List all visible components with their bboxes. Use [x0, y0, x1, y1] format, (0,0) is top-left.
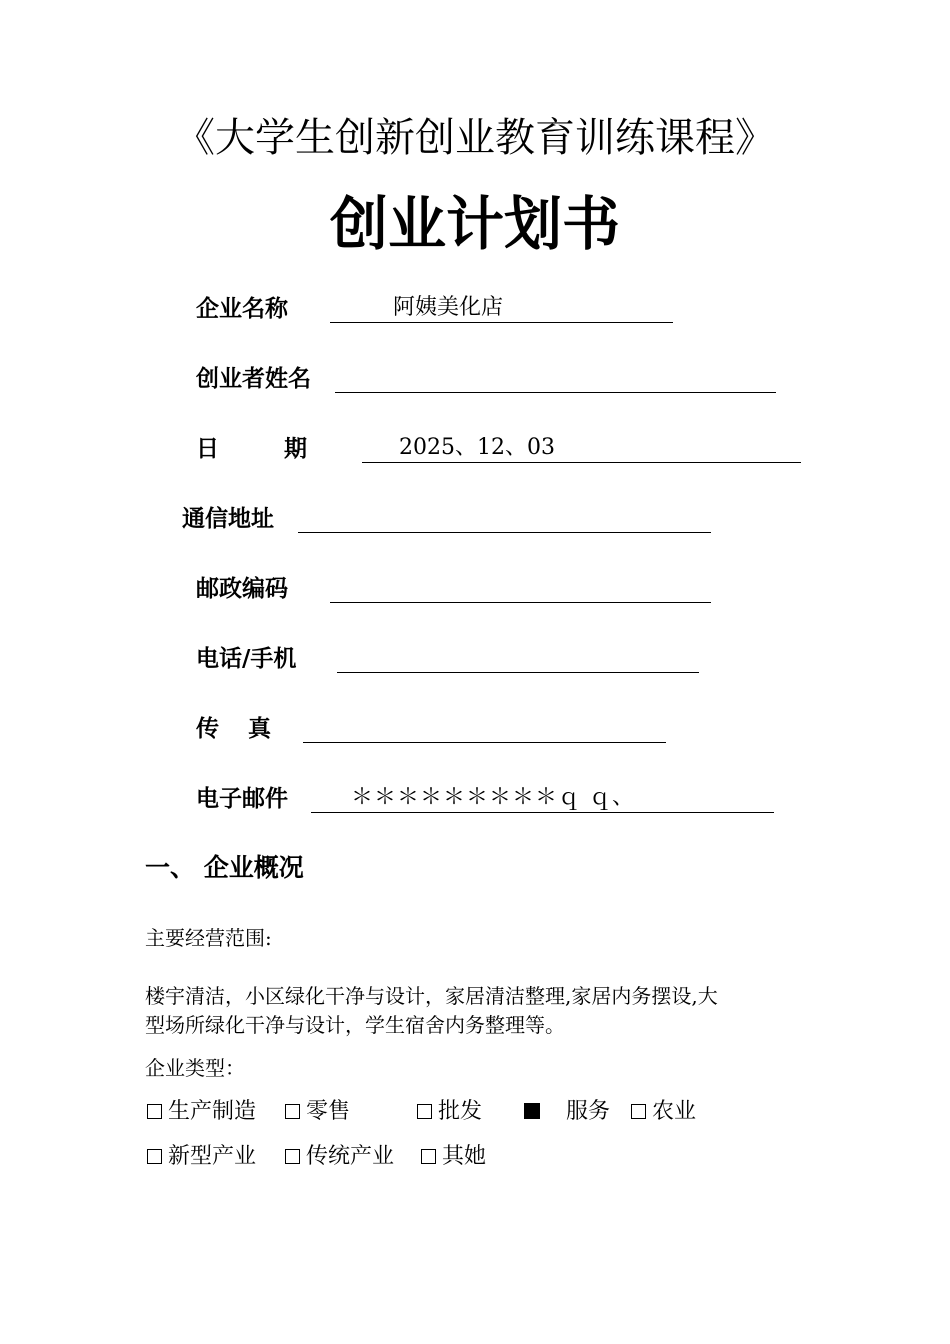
section-heading: 一、 企业概况	[145, 853, 304, 882]
date-field	[362, 434, 801, 463]
company-name-value: 阿姨美化店	[393, 295, 504, 320]
checkbox-icon	[285, 1149, 300, 1164]
fax-field	[303, 714, 666, 743]
postcode-field	[330, 574, 711, 603]
type-option-other[interactable]: 其她	[421, 1142, 486, 1172]
type-option-service[interactable]: 服务	[524, 1097, 610, 1127]
scope-text-line2: 型场所绿化干净与设计，学生宿舍内务整理等。	[145, 1013, 565, 1037]
company-name-label: 企业名称	[196, 296, 288, 322]
scope-label: 主要经营范围:	[145, 926, 272, 950]
checkbox-icon	[421, 1149, 436, 1164]
checkbox-icon	[285, 1104, 300, 1119]
checkbox-icon	[147, 1104, 162, 1119]
postcode-label: 邮政编码	[196, 576, 288, 602]
checked-box-icon	[524, 1103, 540, 1119]
email-label: 电子邮件	[196, 786, 288, 812]
founder-name-label: 创业者姓名	[196, 366, 311, 392]
document-title: 创业计划书	[329, 190, 620, 258]
date-label-part1: 日	[196, 436, 219, 462]
date-value: 2025、12、03	[399, 435, 555, 460]
type-option-traditional-industry[interactable]: 传统产业	[285, 1142, 394, 1172]
type-label: 企业类型：	[145, 1056, 245, 1080]
type-option-new-industry[interactable]: 新型产业	[147, 1142, 256, 1172]
scope-text-line1: 楼宇清洁，小区绿化干净与设计，家居清洁整理,家居内务摆设,大	[145, 984, 718, 1008]
company-name-field	[330, 294, 673, 323]
address-field	[298, 504, 711, 533]
fax-label-part2: 真	[248, 716, 271, 742]
fax-label-part1: 传	[196, 716, 219, 742]
address-label: 通信地址	[182, 506, 274, 532]
type-option-wholesale[interactable]: 批发	[417, 1097, 482, 1127]
type-option-manufacturing[interactable]: 生产制造	[147, 1097, 256, 1127]
email-value: ＊＊＊＊＊＊＊＊＊ｑ ｑ、	[351, 785, 635, 810]
founder-name-field	[335, 364, 776, 393]
checkbox-icon	[631, 1104, 646, 1119]
checkbox-icon	[417, 1104, 432, 1119]
type-option-agriculture[interactable]: 农业	[631, 1097, 696, 1127]
date-label-part2: 期	[284, 436, 307, 462]
phone-field	[337, 644, 699, 673]
course-title: 《大学生创新创业教育训练课程》	[175, 115, 775, 161]
type-option-retail[interactable]: 零售	[285, 1097, 350, 1127]
email-field	[311, 784, 774, 813]
phone-label: 电话/手机	[196, 646, 297, 672]
checkbox-icon	[147, 1149, 162, 1164]
